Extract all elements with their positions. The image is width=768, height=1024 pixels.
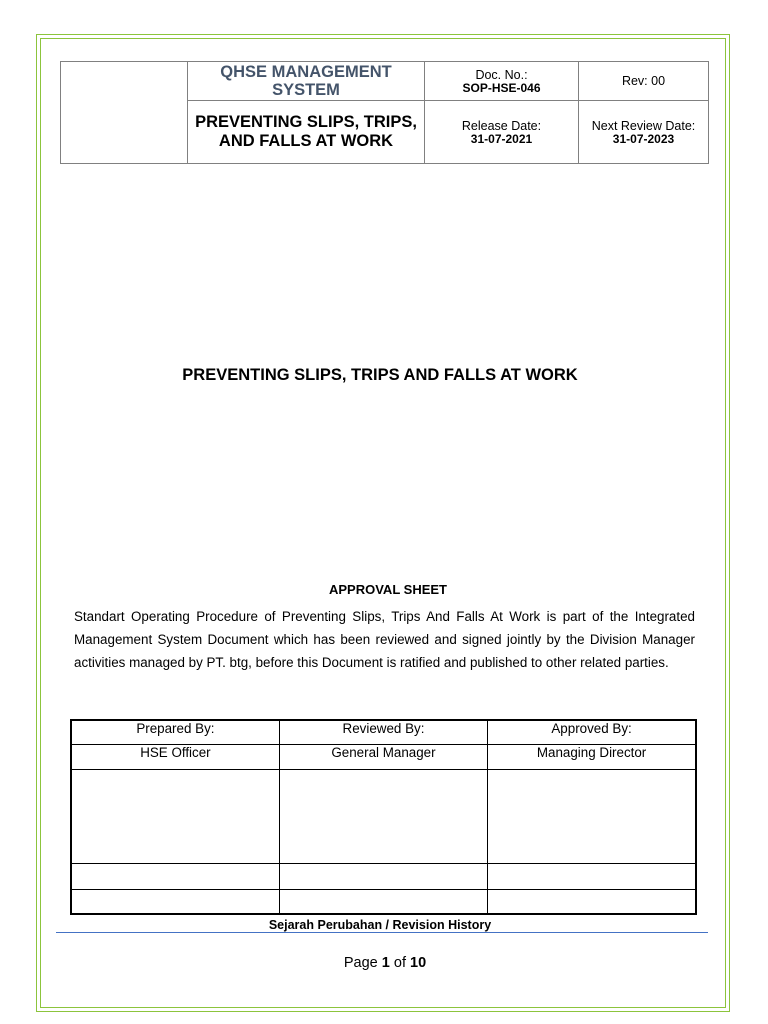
reviewed-by-signature xyxy=(279,769,487,863)
next-review-cell xyxy=(579,101,709,164)
release-date-label: Release Date: xyxy=(461,118,542,133)
revision-number: Rev: 00 xyxy=(579,62,709,101)
doc-number-cell xyxy=(425,62,579,101)
page-prefix: Page xyxy=(343,955,378,971)
system-name: QHSE MANAGEMENT SYSTEM xyxy=(188,62,425,101)
prepared-by-date xyxy=(71,889,279,914)
approved-by-signature xyxy=(488,769,696,863)
next-review-value: 31-07-2023 xyxy=(612,131,675,146)
doc-number-value: SOP-HSE-046 xyxy=(462,80,541,95)
page-total: 10 xyxy=(410,955,427,971)
reviewed-by-name xyxy=(279,863,487,889)
logo-cell xyxy=(61,62,188,164)
prepared-by-header: Prepared By: xyxy=(71,720,279,744)
release-date-cell xyxy=(425,101,579,164)
header-doc-title: PREVENTING SLIPS, TRIPS, AND FALLS AT WORK xyxy=(188,101,425,164)
prepared-by-name xyxy=(71,863,279,889)
footer-divider xyxy=(56,932,708,933)
doc-number-label: Doc. No.: xyxy=(475,67,528,82)
reviewed-by-role: General Manager xyxy=(279,744,487,769)
approved-by-date xyxy=(488,889,696,914)
reviewed-by-header: Reviewed By: xyxy=(279,720,487,744)
approved-by-header: Approved By: xyxy=(488,720,696,744)
document-header-table xyxy=(60,61,709,164)
page-current: 1 xyxy=(381,955,390,971)
reviewed-by-date xyxy=(279,889,487,914)
release-date-value: 31-07-2021 xyxy=(470,131,533,146)
document-title: PREVENTING SLIPS, TRIPS AND FALLS AT WORK xyxy=(182,366,578,384)
revision-history-title: Sejarah Perubahan / Revision History xyxy=(268,918,492,932)
page-number xyxy=(0,955,768,971)
approved-by-name xyxy=(488,863,696,889)
signature-table xyxy=(70,719,697,915)
next-review-label: Next Review Date: xyxy=(591,118,696,133)
approved-by-role: Managing Director xyxy=(488,744,696,769)
prepared-by-role: HSE Officer xyxy=(71,744,279,769)
approval-sheet-heading: APPROVAL SHEET xyxy=(329,582,447,597)
approval-statement: Standart Operating Procedure of Preventing Slips, Trips And Falls At Work is part of the Integrated Management System Document which has been reviewed and signed jointly by the Division Manager activities managed by PT. btg, before this Document is ratified and published to other related parties. xyxy=(74,609,695,671)
page-of: of xyxy=(393,955,406,971)
prepared-by-signature xyxy=(71,769,279,863)
